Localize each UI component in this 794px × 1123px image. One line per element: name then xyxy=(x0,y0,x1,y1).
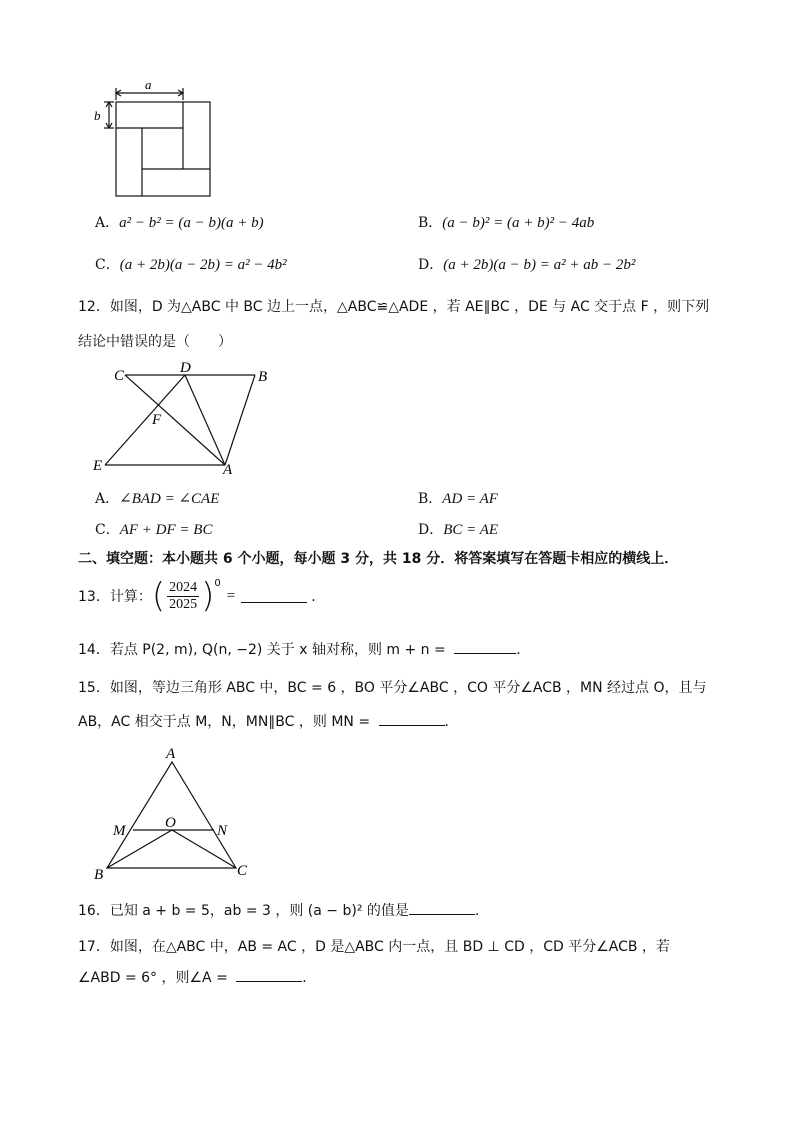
option-letter: A． xyxy=(95,491,120,507)
answer-blank xyxy=(236,969,302,982)
q15-stem-line1: 15．如图，等边三角形 ABC 中，BC = 6 ，BO 平分∠ABC ，CO 平分∠ACB ，MN 经过点 O，且与 xyxy=(78,680,707,696)
q17-stem-line1: 17．如图，在△ABC 中，AB = AC ，D 是△ABC 内一点，且 BD ⊥ CD ，CD 平分∠ACB ，若 xyxy=(78,939,670,955)
answer-blank xyxy=(409,902,475,915)
q12-stem-line1: 12．如图，D 为△ABC 中 BC 边上一点，△ABC≌△ADE ，若 AE∥BC ，DE 与 AC 交于点 F ，则下列 xyxy=(78,299,710,315)
q15-line2-text: AB，AC 相交于点 M，N，MN∥BC ，则 MN = xyxy=(78,714,371,730)
q12-option-b xyxy=(418,488,498,508)
q17-end: ． xyxy=(302,970,317,986)
label-a: a xyxy=(145,77,152,92)
q15-end: ． xyxy=(444,714,459,730)
point-C: C xyxy=(237,863,248,879)
q15-triangle-figure xyxy=(90,742,260,884)
q11-option-c xyxy=(95,254,287,274)
option-letter: C． xyxy=(95,522,120,538)
numerator: 2024 xyxy=(169,579,198,595)
denominator: 2025 xyxy=(169,596,198,612)
q17-stem-line2 xyxy=(78,967,316,987)
answer-blank xyxy=(379,713,445,726)
fraction xyxy=(167,580,199,613)
q11-option-a xyxy=(95,212,264,232)
option-letter: C． xyxy=(95,257,120,273)
point-E: E xyxy=(93,458,103,474)
q14-end: ． xyxy=(516,642,531,658)
q11-option-b xyxy=(418,212,594,232)
q17-line2-text: ∠ABD = 6° ，则∠A = xyxy=(78,970,228,986)
outer-square xyxy=(116,102,210,196)
label-b: b xyxy=(94,108,101,123)
q15-stem-line2 xyxy=(78,711,459,731)
point-B: B xyxy=(94,867,104,883)
option-expr: a² − b² = (a − b)(a + b) xyxy=(119,215,264,231)
q12-stem-line2: 结论中错误的是（ ） xyxy=(78,334,232,350)
answer-blank xyxy=(241,590,307,603)
q12-figure xyxy=(88,358,288,478)
point-C: C xyxy=(114,368,125,384)
q12-option-c xyxy=(95,519,212,539)
point-A: A xyxy=(223,462,233,478)
q11-option-d xyxy=(418,254,635,274)
option-expr: AF + DF = BC xyxy=(119,522,213,538)
point-M: M xyxy=(113,823,126,839)
q16 xyxy=(78,900,479,920)
point-D: D xyxy=(180,360,191,376)
q12-option-d xyxy=(418,519,498,539)
point-A: A xyxy=(166,746,176,762)
q16-text: 16．已知 a + b = 5，ab = 3 ，则 (a − b)² 的值是 xyxy=(78,903,409,919)
option-expr: BC = AE xyxy=(443,522,499,538)
option-letter: D． xyxy=(418,522,444,538)
option-letter: A． xyxy=(95,215,120,231)
q14-text: 14．若点 P(2, m), Q(n, −2) 关于 x 轴对称，则 m + n = xyxy=(78,642,446,658)
q11-square-figure xyxy=(90,76,220,201)
option-expr: (a + 2b)(a − b) = a² + ab − 2b² xyxy=(443,257,636,273)
q16-end: . xyxy=(474,903,480,919)
q13-prefix: 13．计算： xyxy=(78,589,152,605)
q14 xyxy=(78,639,530,659)
right-paren: ) xyxy=(201,576,215,616)
left-paren: ( xyxy=(151,576,166,616)
option-expr: ∠BAD = ∠CAE xyxy=(119,491,220,507)
point-B: B xyxy=(258,369,268,385)
point-N: N xyxy=(217,823,228,839)
exponent: 0 xyxy=(214,578,221,589)
answer-blank xyxy=(454,641,516,654)
q13-end: ． xyxy=(311,589,326,605)
option-expr: AD = AF xyxy=(442,491,498,507)
q12-option-a xyxy=(95,488,219,508)
option-letter: B． xyxy=(418,215,443,231)
point-F: F xyxy=(152,412,162,428)
equals-sign: = xyxy=(226,587,236,604)
option-expr: (a + 2b)(a − 2b) = a² − 4b² xyxy=(119,257,287,273)
option-letter: D． xyxy=(418,257,444,273)
option-letter: B． xyxy=(418,491,443,507)
point-O: O xyxy=(165,815,176,831)
q13 xyxy=(78,576,325,616)
section-heading: 二、填空题：本小题共 6 个小题，每小题 3 分，共 18 分．将答案填写在答题卡相应的横线上． xyxy=(78,551,679,567)
option-expr: (a − b)² = (a + b)² − 4ab xyxy=(442,215,595,231)
